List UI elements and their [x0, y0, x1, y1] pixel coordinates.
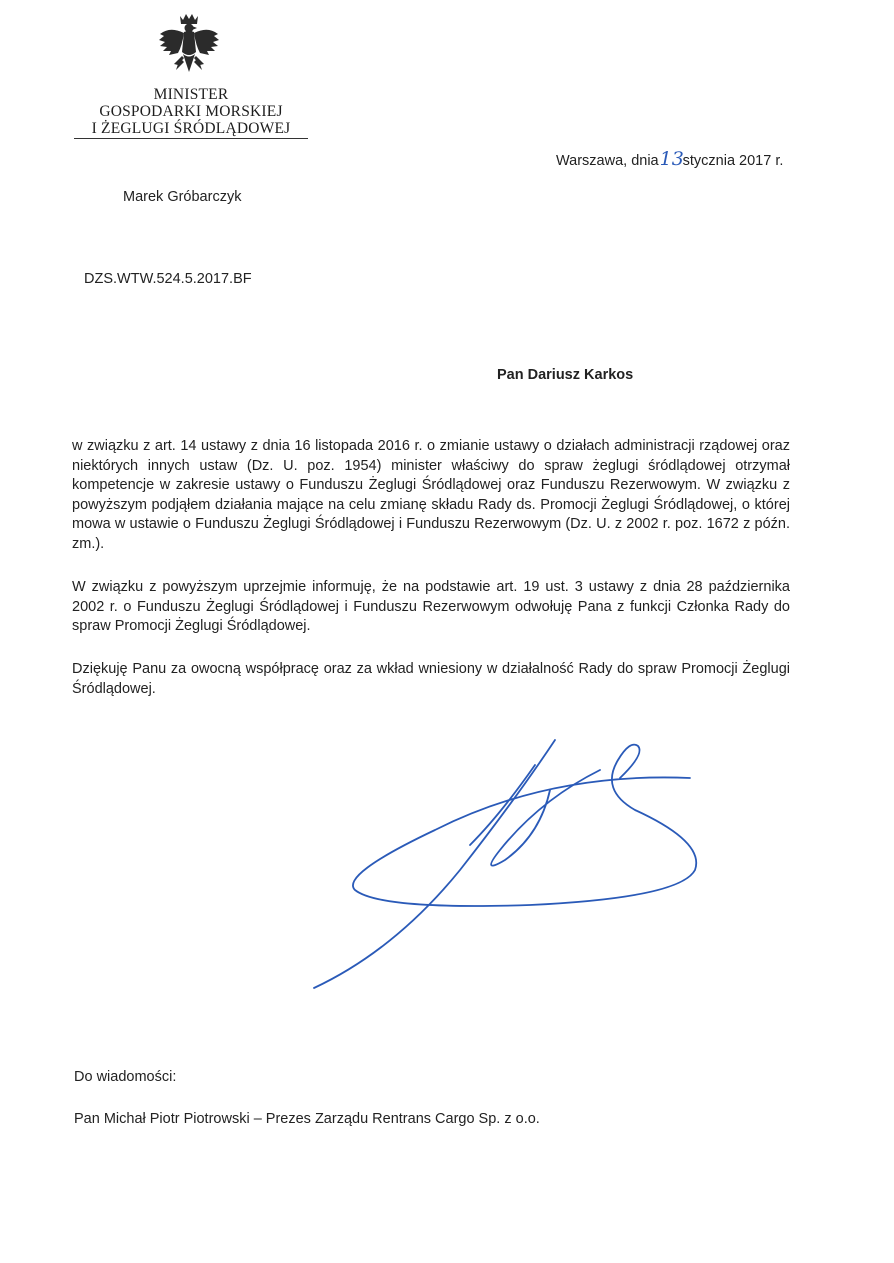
body-paragraph: w związku z art. 14 ustawy z dnia 16 listopada 2016 r. o zmianie ustawy o działach administracji rządowej oraz niektórych innych ustaw (Dz. U. poz. 1954) minister właściwy do spraw żeglugi śródlądowej otrzymał kompetencje w zakresie ustawy o Funduszu Żeglugi Śródlądowej oraz Funduszu Rezerwowym. W związku z powyższym podjąłem działania mające na celu zmianę składu Rady ds. Promocji Żeglugi Śródlądowej, o której mowa w ustawie o Funduszu Żeglugi Śródlądowej i Funduszu Rezerwowym (Dz. U. z 2002 r. poz. 1672 z późn. zm.). [72, 438, 790, 552]
ministry-line-1: MINISTER [153, 86, 229, 103]
date-prefix: Warszawa, dnia [556, 153, 659, 169]
ministry-header [74, 86, 308, 137]
body-paragraph: Dziękuję Panu za owocną współpracę oraz za wkład wniesiony w działalność Rady do spraw Promocji Żeglugi Śródlądowej. [72, 661, 790, 697]
ministry-line-3: I ŻEGLUGI ŚRÓDLĄDOWEJ [91, 120, 291, 137]
body-paragraph: W związku z powyższym uprzejmie informuję, że na podstawie art. 19 ust. 3 ustawy z dnia 28 października 2002 r. o Funduszu Żeglugi Śródlądowej i Funduszu Rezerwowym odwołuję Pana z funkcji Członka Rady do spraw Promocji Żeglugi Śródlądowej. [72, 579, 790, 634]
header-underline [74, 138, 308, 139]
letter-date [556, 148, 783, 170]
reference-number: DZS.WTW.524.5.2017.BF [84, 271, 252, 287]
date-day-handwritten: 13 [659, 148, 684, 170]
addressee-name: Pan Dariusz Karkos [497, 367, 634, 383]
cc-recipient: Pan Michał Piotr Piotrowski – Prezes Zarządu Rentrans Cargo Sp. z o.o. [74, 1111, 540, 1127]
ministry-line-2: GOSPODARKI MORSKIEJ [99, 103, 283, 120]
handwritten-signature [300, 730, 720, 1000]
cc-label: Do wiadomości: [74, 1069, 177, 1085]
date-suffix: stycznia 2017 r. [682, 153, 784, 169]
polish-eagle-emblem [156, 12, 222, 80]
sender-name: Marek Gróbarczyk [123, 189, 242, 205]
